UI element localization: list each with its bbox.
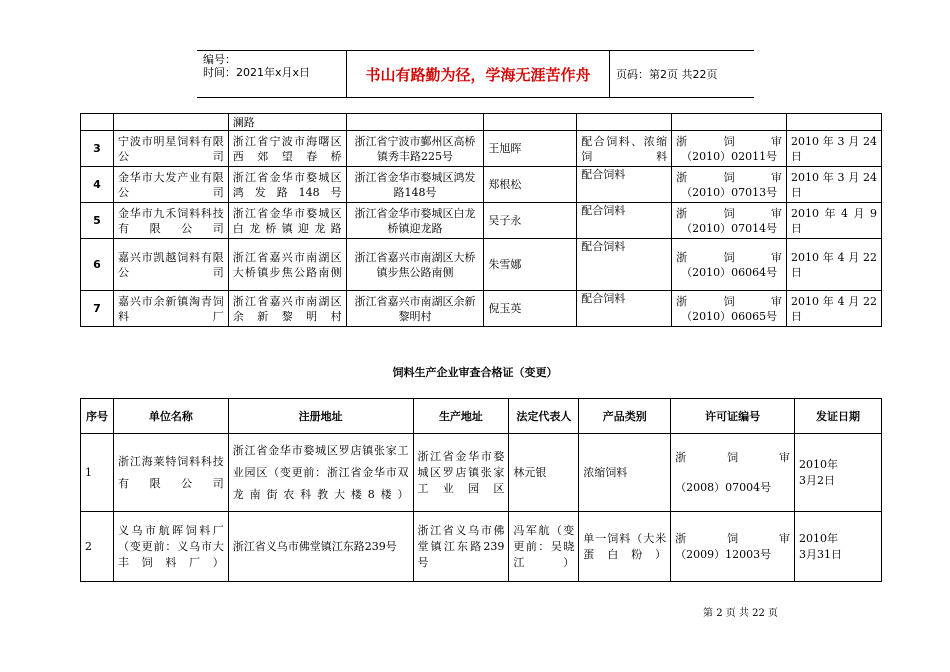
product-category: 浓缩饲料 [579,434,671,512]
license-no: 浙 饲 审 （2009）12003号 [671,512,795,582]
legal-rep: 林元银 [509,434,579,512]
col-header-prod: 生产地址 [413,399,509,434]
product-category: 配合饲料 [577,167,672,203]
license-change-table [80,398,882,582]
product-category: 单一饲料（大米蛋白粉） [579,512,671,582]
table-header-row [81,399,882,434]
section-title: 饲料生产企业审查合格证（变更） [392,366,558,379]
row-num: 4 [81,167,114,203]
reg-address: 浙江省嘉兴市南湖区余新黎明村 [228,291,346,327]
row-num: 6 [81,239,114,291]
issue-date: 2010年 3月2日 [795,434,882,512]
table-row [81,239,882,291]
legal-rep: 郑根松 [484,167,577,203]
license-no: 浙 饲 审 （2010）07014号 [672,203,787,239]
unit-name: 嘉兴市余新镇淘青饲料厂 [113,291,228,327]
reg-address: 浙江省金华市婺城区鸿发路148号 [228,167,346,203]
prod-address: 浙江省嘉兴市南湖区余新黎明村 [346,291,484,327]
time-label: 时间：2021年x月x日 [203,66,311,79]
row-num: 1 [81,434,114,512]
col-header-name: 单位名称 [113,399,228,434]
product-category: 配合饲料 [577,239,672,291]
issue-date: 2010年4月9 日 [787,203,882,239]
prod-address: 浙江省金华市婺城区罗店镇张家工业园区 [413,434,509,512]
license-no: 浙 饲 审 （2010）06065号 [672,291,787,327]
issue-date: 2010年3月24 日 [787,131,882,167]
product-category: 配合饲料 [577,203,672,239]
row-num: 5 [81,203,114,239]
reg-address: 浙江省义乌市佛堂镇江东路239号 [228,512,413,582]
unit-name: 嘉兴市凯越饲料有限公司 [113,239,228,291]
code-label: 编号： [203,53,236,66]
continuation-cell: 澜路 [228,114,346,131]
table-row [81,131,882,167]
unit-name: 浙江海莱特饲料科技有限公司 [113,434,228,512]
issue-date: 2010年 3月31日 [795,512,882,582]
row-num: 7 [81,291,114,327]
license-no: 浙 饲 审 （2010）06064号 [672,239,787,291]
page-header [197,50,754,98]
license-no: 浙 饲 审 （2010）02011号 [672,131,787,167]
col-header-rep: 法定代表人 [509,399,579,434]
issue-date: 2010年4月22 日 [787,291,882,327]
prod-address: 浙江省宁波市鄞州区高桥镇秀丰路225号 [346,131,484,167]
reg-address: 浙江省嘉兴市南湖区大桥镇步焦公路南侧 [228,239,346,291]
legal-rep: 吴子永 [484,203,577,239]
prod-address: 浙江省嘉兴市南湖区大桥镇步焦公路南侧 [346,239,484,291]
table-row [81,291,882,327]
reg-address: 浙江省金华市婺城区罗店镇张家工业园区（变更前：浙江省金华市双龙南街农科教大楼8楼） [228,434,413,512]
legal-rep: 王旭晖 [484,131,577,167]
col-header-license: 许可证编号 [671,399,795,434]
license-no: 浙 饲 审 （2008）07004号 [671,434,795,512]
unit-name: 义乌市航晖饲料厂（变更前：义乌市大丰饲料厂） [113,512,228,582]
license-table-1 [80,113,882,327]
license-no: 浙 饲 审 （2010）07013号 [672,167,787,203]
header-meta [197,51,346,97]
col-header-num: 序号 [81,399,114,434]
page-footer: 第 2 页 共 22 页 [703,608,778,619]
header-motto: 书山有路勤为径，学海无涯苦作舟 [346,51,610,97]
unit-name: 金华市大发产业有限公司 [113,167,228,203]
row-num: 2 [81,512,114,582]
product-category: 配合饲料 [577,291,672,327]
row-num: 3 [81,131,114,167]
table-row [81,434,882,512]
table-row [81,203,882,239]
product-category: 配合饲料、浓缩饲料 [577,131,672,167]
table-row [81,512,882,582]
table-row [81,114,882,131]
col-header-date: 发证日期 [795,399,882,434]
col-header-cat: 产品类别 [579,399,671,434]
prod-address: 浙江省金华市婺城区白龙桥镇迎龙路 [346,203,484,239]
issue-date: 2010年4月22 日 [787,239,882,291]
prod-address: 浙江省义乌市佛堂镇江东路239号 [413,512,509,582]
col-header-reg: 注册地址 [228,399,413,434]
table-row [81,167,882,203]
reg-address: 浙江省宁波市海曙区西郊望春桥 [228,131,346,167]
issue-date: 2010年3月24 日 [787,167,882,203]
header-page-label: 页码：第2页 共22页 [616,68,718,81]
legal-rep: 朱雪娜 [484,239,577,291]
legal-rep: 冯军航（变更前：吴晓江） [509,512,579,582]
prod-address: 浙江省金华市婺城区鸿发路148号 [346,167,484,203]
reg-address: 浙江省金华市婺城区白龙桥镇迎龙路 [228,203,346,239]
legal-rep: 倪玉英 [484,291,577,327]
unit-name: 宁波市明星饲料有限公司 [113,131,228,167]
unit-name: 金华市九禾饲料科技有限公司 [113,203,228,239]
